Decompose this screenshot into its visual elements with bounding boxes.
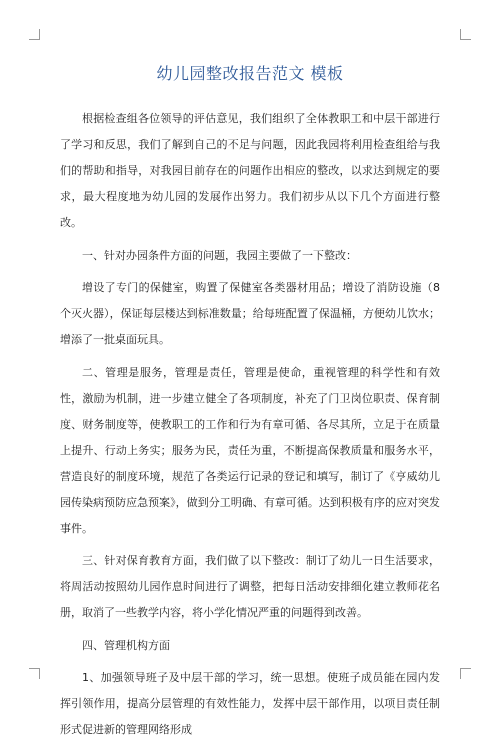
- section-one-heading: 一、针对办园条件方面的问题，我园主要做了一下整改：: [82, 248, 357, 262]
- section-two-paragraph: 二、管理是服务，管理是责任，管理是使命，重视管理的科学性和有效性，激励为机制，进一步建立健全了各项制度，补充了门卫岗位职责、保育制度、财务制度等，使教职工的工作和行为有章可循、各尽其所，立足于在质量上提升、行动上务实；服务为民，责任为重，不断提高保教质量和服务水平，营造良好的制度环境，规范了各类运行记录的登记和填写，制订了《亨威幼儿园传染病预防应急预案》，做到分工明确、有章可循。达到积极有序的应对突发事件。: [60, 365, 440, 535]
- intro-paragraph: 根据检查组各位领导的评估意见，我们组织了全体教职工和中层干部进行了学习和反思，我们了解到自己的不足与问题，因此我园将利用检查组给与我们的帮助和指导，对我园目前存在的问题作出相应的整改，以求达到规定的要求，最大程度地为幼儿园的发展作出努力。我们初步从以下几个方面进行整改。: [60, 112, 440, 229]
- crop-mark-top-left: [29, 29, 40, 40]
- section-four-heading: 四、管理机构方面: [82, 638, 170, 652]
- document-body: [60, 106, 440, 750]
- section-four-item-one: 1、加强领导班子及中层干部的学习，统一思想。使班子成员能在园内发挥引领作用，提高分层管理的有效性能力，发挥中层干部作用，以项目责任制形式促进新的管理网络形成: [60, 671, 440, 736]
- crop-mark-bottom-right: [460, 668, 471, 679]
- document-title: 幼儿园整改报告范文 模板: [156, 64, 344, 83]
- crop-mark-bottom-left: [29, 668, 40, 679]
- crop-mark-top-right: [460, 29, 471, 40]
- section-one-paragraph: 增设了专门的保健室，购置了保健室各类器材用品；增设了消防设施（8个灭火器），保证每层楼达到标准数量；给每班配置了保温桶，方便幼儿饮水；增添了一批桌面玩具。: [60, 281, 440, 346]
- section-three-paragraph: 三、针对保育教育方面，我们做了以下整改：制订了幼儿一日生活要求，将周活动按照幼儿园作息时间进行了调整，把每日活动安排细化建立教师花名册，取消了一些教学内容，将小学化情况严重的问题得到改善。: [60, 554, 440, 619]
